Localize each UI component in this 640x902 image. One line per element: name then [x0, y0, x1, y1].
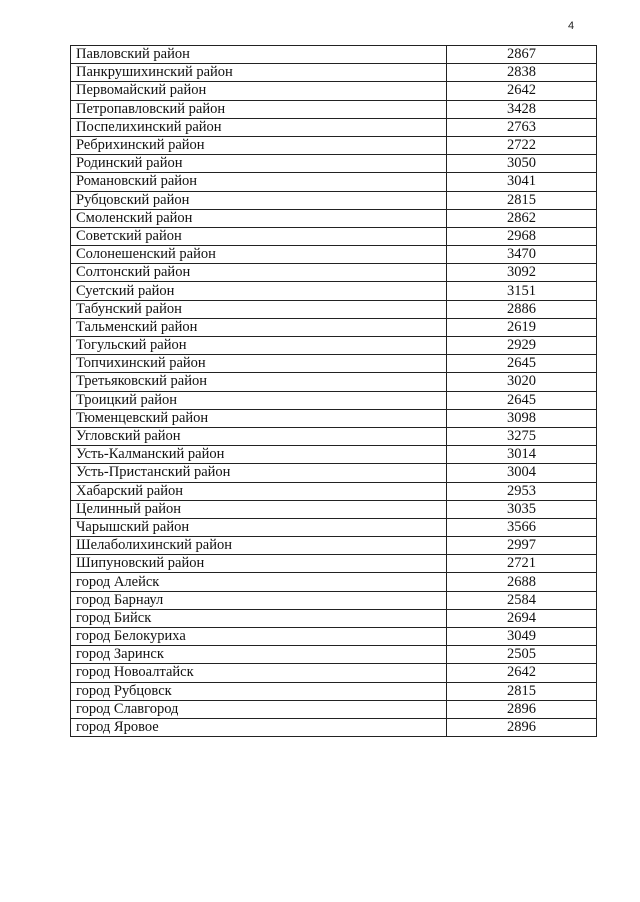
table-row [71, 482, 597, 500]
table-row [71, 409, 597, 427]
district-name-cell: город Яровое [71, 718, 447, 736]
table-row [71, 537, 597, 555]
district-name-cell: Троицкий район [71, 391, 447, 409]
value-cell: 2619 [447, 318, 597, 336]
district-name-cell: Усть-Калманский район [71, 446, 447, 464]
table-row [71, 300, 597, 318]
table-row [71, 282, 597, 300]
district-name-cell: Топчихинский район [71, 355, 447, 373]
table-row [71, 173, 597, 191]
table-row [71, 100, 597, 118]
district-name-cell: Родинский район [71, 155, 447, 173]
table-row [71, 264, 597, 282]
value-cell: 3020 [447, 373, 597, 391]
table-row [71, 555, 597, 573]
district-name-cell: Шелаболихинский район [71, 537, 447, 555]
district-name-cell: Романовский район [71, 173, 447, 191]
table-row [71, 591, 597, 609]
value-cell: 3470 [447, 246, 597, 264]
table-row [71, 609, 597, 627]
table-row [71, 500, 597, 518]
table-row [71, 391, 597, 409]
value-cell: 3092 [447, 264, 597, 282]
table-row [71, 518, 597, 536]
table-row [71, 155, 597, 173]
district-name-cell: Тюменцевский район [71, 409, 447, 427]
district-name-cell: Поспелихинский район [71, 118, 447, 136]
district-name-cell: Советский район [71, 227, 447, 245]
value-cell: 2815 [447, 682, 597, 700]
value-cell: 2694 [447, 609, 597, 627]
table-row [71, 464, 597, 482]
value-cell: 2953 [447, 482, 597, 500]
district-name-cell: Усть-Пристанский район [71, 464, 447, 482]
table-row [71, 646, 597, 664]
value-cell: 3428 [447, 100, 597, 118]
value-cell: 2722 [447, 136, 597, 154]
district-name-cell: город Славгород [71, 700, 447, 718]
value-cell: 2645 [447, 391, 597, 409]
district-name-cell: Угловский район [71, 427, 447, 445]
value-cell: 2968 [447, 227, 597, 245]
district-name-cell: Чарышский район [71, 518, 447, 536]
table-row [71, 682, 597, 700]
district-name-cell: Первомайский район [71, 82, 447, 100]
table-row [71, 700, 597, 718]
value-cell: 3050 [447, 155, 597, 173]
district-name-cell: город Бийск [71, 609, 447, 627]
district-name-cell: Тогульский район [71, 337, 447, 355]
district-name-cell: город Заринск [71, 646, 447, 664]
value-cell: 2838 [447, 64, 597, 82]
table-row [71, 718, 597, 736]
district-name-cell: Павловский район [71, 46, 447, 64]
value-cell: 2997 [447, 537, 597, 555]
table-row [71, 246, 597, 264]
table-row [71, 227, 597, 245]
value-cell: 3041 [447, 173, 597, 191]
value-cell: 3014 [447, 446, 597, 464]
value-cell: 2645 [447, 355, 597, 373]
value-cell: 3035 [447, 500, 597, 518]
district-name-cell: Табунский район [71, 300, 447, 318]
table-row [71, 355, 597, 373]
value-cell: 2642 [447, 664, 597, 682]
value-cell: 2505 [447, 646, 597, 664]
table-row [71, 118, 597, 136]
data-table [70, 45, 597, 737]
value-cell: 2763 [447, 118, 597, 136]
table-row [71, 191, 597, 209]
district-name-cell: город Алейск [71, 573, 447, 591]
table-row [71, 46, 597, 64]
value-cell: 2896 [447, 700, 597, 718]
table-row [71, 427, 597, 445]
value-cell: 2642 [447, 82, 597, 100]
district-name-cell: Солонешенский район [71, 246, 447, 264]
table-row [71, 337, 597, 355]
table-row [71, 573, 597, 591]
district-name-cell: Тальменский район [71, 318, 447, 336]
value-cell: 2929 [447, 337, 597, 355]
value-cell: 2584 [447, 591, 597, 609]
table-row [71, 628, 597, 646]
value-cell: 2862 [447, 209, 597, 227]
district-name-cell: Целинный район [71, 500, 447, 518]
district-name-cell: город Новоалтайск [71, 664, 447, 682]
district-name-cell: город Белокуриха [71, 628, 447, 646]
page-number: 4 [568, 20, 575, 32]
value-cell: 3004 [447, 464, 597, 482]
district-name-cell: Третьяковский район [71, 373, 447, 391]
value-cell: 2688 [447, 573, 597, 591]
value-cell: 3049 [447, 628, 597, 646]
table-row [71, 373, 597, 391]
table-row [71, 64, 597, 82]
value-cell: 2721 [447, 555, 597, 573]
district-name-cell: Смоленский район [71, 209, 447, 227]
value-cell: 3275 [447, 427, 597, 445]
value-cell: 3566 [447, 518, 597, 536]
value-cell: 2886 [447, 300, 597, 318]
value-cell: 2896 [447, 718, 597, 736]
table-row [71, 209, 597, 227]
value-cell: 3098 [447, 409, 597, 427]
district-name-cell: Панкрушихинский район [71, 64, 447, 82]
district-name-cell: город Барнаул [71, 591, 447, 609]
district-name-cell: Суетский район [71, 282, 447, 300]
district-name-cell: Хабарский район [71, 482, 447, 500]
table-row [71, 82, 597, 100]
table-body [71, 46, 597, 737]
value-cell: 2815 [447, 191, 597, 209]
table-row [71, 318, 597, 336]
district-name-cell: Ребрихинский район [71, 136, 447, 154]
district-name-cell: Шипуновский район [71, 555, 447, 573]
district-name-cell: Солтонский район [71, 264, 447, 282]
value-cell: 3151 [447, 282, 597, 300]
table-row [71, 446, 597, 464]
table-row [71, 664, 597, 682]
district-name-cell: Рубцовский район [71, 191, 447, 209]
value-cell: 2867 [447, 46, 597, 64]
table-row [71, 136, 597, 154]
district-name-cell: город Рубцовск [71, 682, 447, 700]
district-name-cell: Петропавловский район [71, 100, 447, 118]
